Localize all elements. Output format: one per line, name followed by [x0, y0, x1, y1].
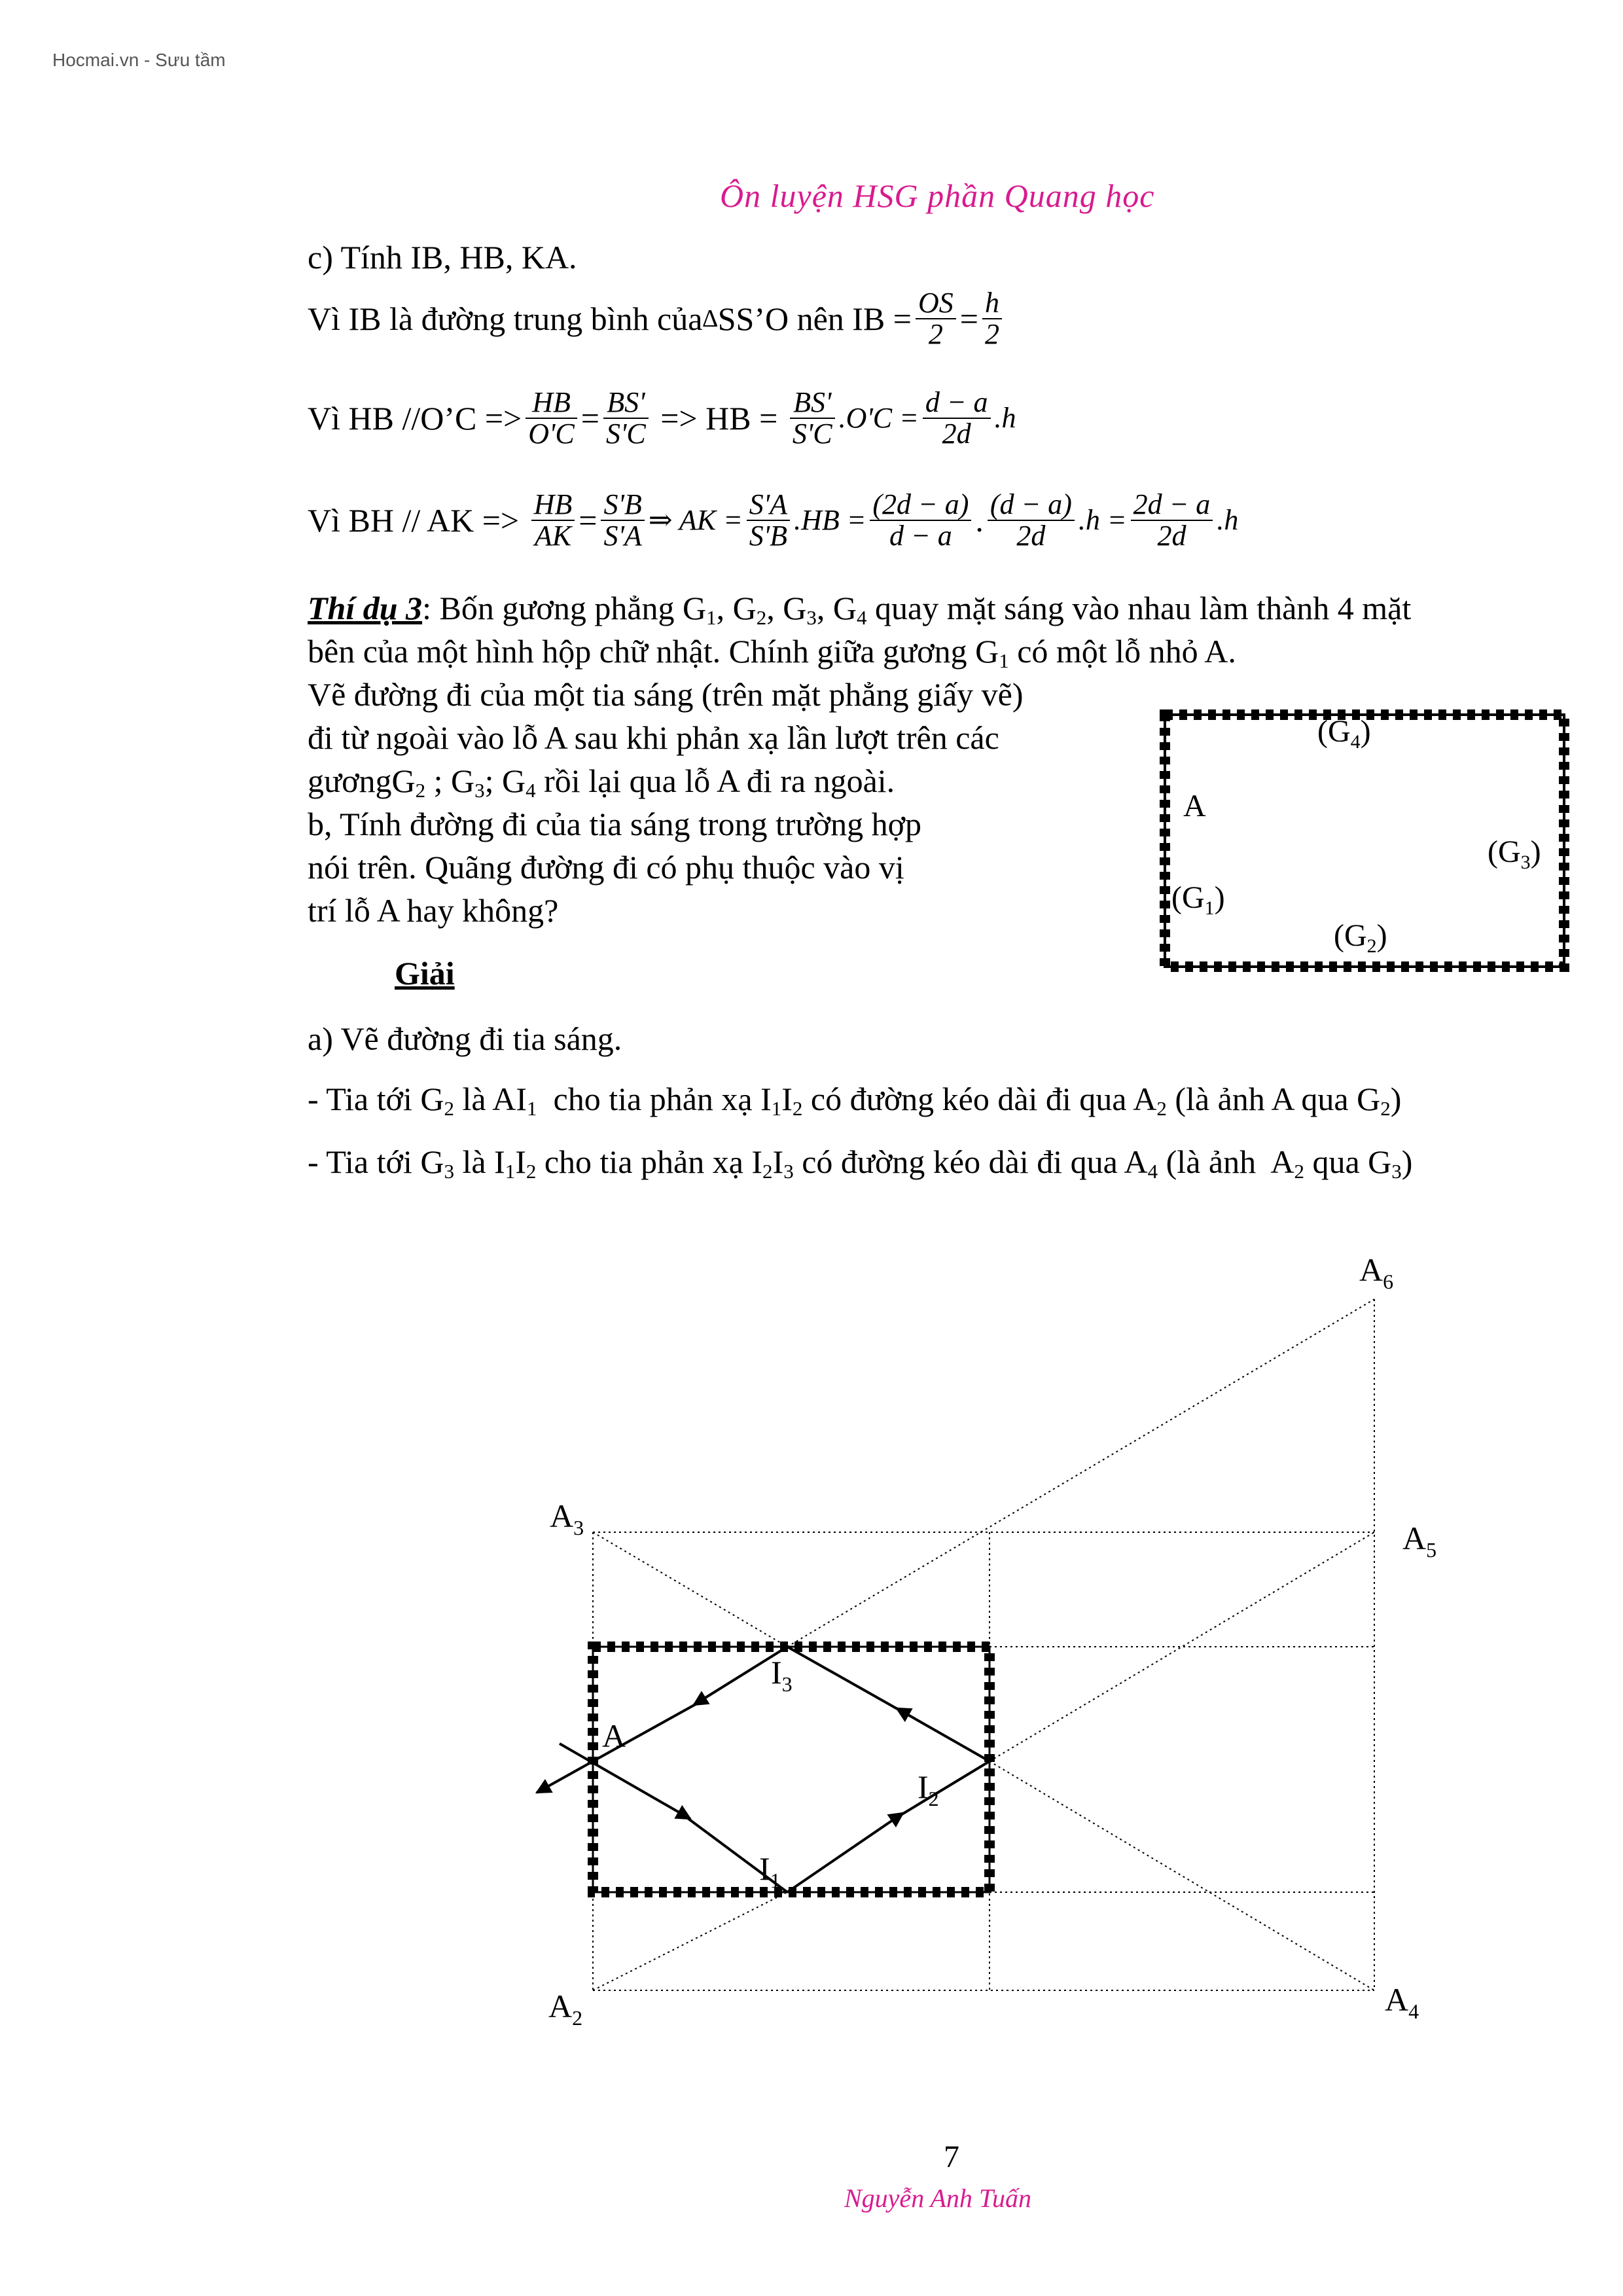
dotted-line: [593, 1892, 787, 1990]
label-g4: $(G_4)$: [1317, 714, 1371, 753]
dotted-line: [593, 1532, 787, 1647]
ib-text: Vì IB là đường trung bình của: [308, 300, 703, 338]
footer-author: Nguyễn Anh Tuấn: [844, 2183, 1031, 2213]
page-number: 7: [944, 2140, 959, 2174]
ak-arrow-term: ⇒ AK =: [648, 504, 743, 537]
ray-segment: [787, 1647, 903, 1712]
triangle-symbol: ∆: [702, 305, 718, 333]
fraction: $\frac{HB}{O'C}$: [526, 387, 577, 449]
ak-text: Vì BH // AK =>: [308, 502, 527, 539]
fraction: $\frac{d - a}{2d}$: [923, 387, 991, 449]
label-g3: $(G_3)$: [1488, 834, 1541, 873]
source-watermark: Hocmai.vn - Sưu tầm: [52, 50, 226, 70]
page-header-title: Ôn luyện HSG phần Quang học: [720, 177, 1155, 214]
label-g2: $(G_2)$: [1334, 918, 1387, 957]
fraction: $\frac{OS}{2}$: [916, 288, 956, 350]
hb-term: .HB =: [794, 504, 866, 537]
dot: .: [975, 502, 984, 539]
oc-term: .O'C =: [838, 402, 919, 435]
label-g1: $(G_1)$: [1171, 880, 1225, 919]
solution-bullet-2: - Tia tới $G_3$ là $I_1I_2$ cho tia phản xạ $I_2I_3$ có đường kéo dài đi qua $A_4$ (là ảnh $A_2$ qua $G_3$): [308, 1143, 1413, 1183]
example3-line5: gươngG$_2$ ; $G_3$; $G_4$ rồi lại qua lỗ A đi ra ngoài.: [308, 762, 895, 802]
ray-segment: [897, 1761, 990, 1818]
label-hole-a: A: [1183, 789, 1206, 823]
solution-title: Giải: [395, 955, 455, 992]
fraction: $\frac{h}{2}$: [982, 288, 1002, 350]
hb-text: Vì HB //O’C =>: [308, 400, 522, 437]
solution-bullet-1: - Tia tới $G_2$ là $AI_1$ cho tia phản xạ $I_1I_2$ có đường kéo dài đi qua $A_2$ (là ảnh A qua $G_2$): [308, 1081, 1402, 1120]
ib-text-2: SS’O nên IB =: [717, 300, 912, 338]
example3-line2: bên của một hình hộp chữ nhật. Chính giữa gương $G_1$ có một lỗ nhỏ A.: [308, 633, 1236, 672]
label-i1: $I_1$: [759, 1850, 781, 1892]
fraction: $\frac{(2d - a)}{d - a}$: [870, 490, 971, 551]
example3-line3: Vẽ đường đi của một tia sáng (trên mặt phẳng giấy vẽ): [308, 676, 1024, 713]
fraction: $\frac{(d - a)}{2d}$: [988, 490, 1075, 551]
ray-segment: [560, 1744, 690, 1819]
fraction: $\frac{S'B}{S'A}$: [601, 490, 644, 551]
example3-line1: Thí dụ 3: Bốn gương phẳng $G_1$, $G_2$, $G_3$, $G_4$ quay mặt sáng vào nhau làm thành 4 mặt: [308, 590, 1412, 629]
label-a6: $A_6$: [1359, 1251, 1394, 1293]
fraction: $\frac{2d - a}{2d}$: [1131, 490, 1213, 551]
example3-line8: trí lỗ A hay không?: [308, 892, 559, 929]
part-c-heading: c) Tính IB, HB, KA.: [308, 239, 577, 276]
h-eq-term: .h =: [1078, 504, 1127, 537]
diagram-labels: [548, 1251, 1436, 2030]
fraction: $\frac{HB}{AK}$: [531, 490, 575, 551]
h-term: .h: [994, 402, 1016, 435]
example3-line4: đi từ ngoài vào lỗ A sau khi phản xạ lần lượt trên các: [308, 719, 999, 756]
hb-mid-text: => HB =: [652, 400, 786, 437]
equals-sign: =: [959, 300, 978, 338]
fraction: $\frac{S'A}{S'B}$: [747, 490, 790, 551]
example3-line7: nói trên. Quãng đường đi có phụ thuộc vào vị: [308, 849, 904, 886]
label-a2: $A_2$: [548, 1988, 583, 2030]
example3-label: Thí dụ 3: [308, 590, 423, 626]
label-a5: $A_5$: [1402, 1520, 1437, 1562]
equals-sign: =: [579, 502, 597, 539]
ray-segment: [787, 1813, 903, 1892]
label-a3: $A_3$: [550, 1498, 584, 1539]
solution-part-a: a) Vẽ đường đi tia sáng.: [308, 1020, 622, 1057]
h-term: .h: [1217, 504, 1239, 537]
label-a4: $A_4$: [1385, 1981, 1419, 2023]
label-i2: $I_2$: [918, 1768, 939, 1810]
label-a: A: [602, 1717, 626, 1754]
fraction: $\frac{BS'}{S'C}$: [790, 387, 835, 449]
ray-segment: [537, 1761, 593, 1793]
fraction: $\frac{BS'}{S'C}$: [603, 387, 649, 449]
dotted-line: [990, 1761, 1374, 1990]
example3-line6: b, Tính đường đi của tia sáng trong trường hợp: [308, 806, 922, 842]
dotted-line: [787, 1299, 1374, 1647]
label-i3: $I_3$: [771, 1654, 793, 1696]
equals-sign: =: [580, 400, 599, 437]
ray-segment: [897, 1708, 990, 1761]
colon: :: [422, 590, 440, 626]
